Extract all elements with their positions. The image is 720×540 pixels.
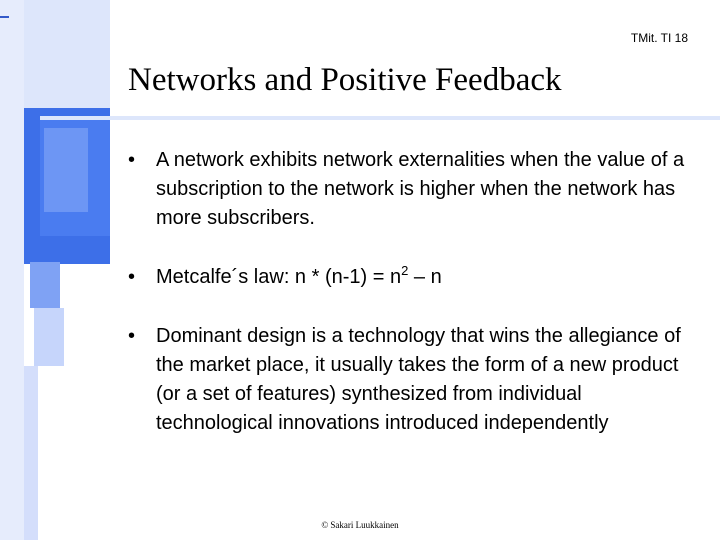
bullet-text-tail: – n (408, 266, 442, 288)
decorative-block (0, 16, 9, 18)
title-underline-band (40, 116, 720, 120)
bullet-list (128, 146, 698, 438)
bullet-item (128, 146, 698, 233)
bullet-text: A network exhibits network externalities when the value of a subscription to the network is higher when the network has more subscribers. (156, 149, 685, 229)
slide-title: Networks and Positive Feedback (128, 62, 562, 98)
decorative-block (44, 128, 88, 212)
bullet-item (128, 263, 698, 292)
decorative-block (0, 0, 24, 540)
superscript: 2 (401, 263, 409, 278)
decorative-block (34, 308, 64, 366)
decorative-block (30, 262, 60, 308)
bullet-marker: • (128, 325, 136, 347)
decorative-block (24, 366, 38, 540)
bullet-item (128, 322, 698, 438)
footer-copyright: © Sakari Luukkainen (321, 520, 399, 530)
bullet-marker: • (128, 266, 136, 288)
bullet-text: Dominant design is a technology that wins the allegiance of the market place, it usually takes the form of a new product (or a set of features) synthesized from individual technological innovations introduced independently (156, 325, 681, 434)
slide-number: TMit. TI 18 (630, 31, 688, 45)
bullet-text: Metcalfe´s law: n * (n-1) = n (156, 266, 402, 288)
bullet-marker: • (128, 149, 136, 171)
